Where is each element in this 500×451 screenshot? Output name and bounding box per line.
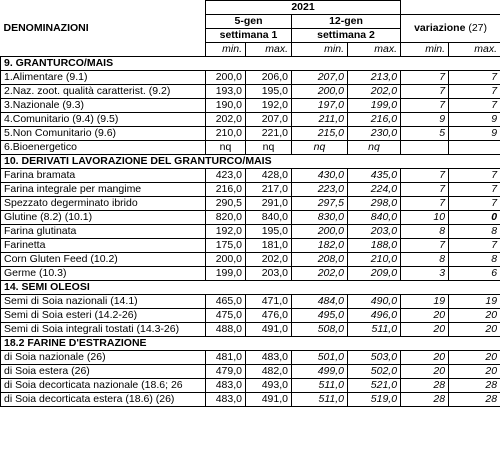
var-min: 20 — [401, 323, 449, 337]
product-name: di Soia estera (26) — [1, 365, 206, 379]
table-row — [1, 295, 500, 309]
product-name: di Soia nazionale (26) — [1, 351, 206, 365]
var-max: 20 — [449, 365, 500, 379]
var-min: 8 — [401, 253, 449, 267]
table-row — [1, 127, 500, 141]
table-row — [1, 99, 500, 113]
min-week2: 182,0 — [292, 239, 348, 253]
min-week2: 200,0 — [292, 225, 348, 239]
var-max: 8 — [449, 253, 500, 267]
var-max: 7 — [449, 169, 500, 183]
min-week2: 495,0 — [292, 309, 348, 323]
header-spacer — [1, 1, 206, 15]
max-week1: 840,0 — [246, 211, 292, 225]
product-name: 3.Nazionale (9.3) — [1, 99, 206, 113]
min-week2: 511,0 — [292, 379, 348, 393]
table-row — [1, 141, 500, 155]
table-row — [1, 267, 500, 281]
week1-label: settimana 1 — [206, 29, 292, 43]
var-max: 20 — [449, 351, 500, 365]
var-max: 19 — [449, 295, 500, 309]
max-week1: 291,0 — [246, 197, 292, 211]
week2-label: settimana 2 — [292, 29, 401, 43]
table-row — [1, 365, 500, 379]
max-week2: 213,0 — [348, 71, 401, 85]
max-week2: 840,0 — [348, 211, 401, 225]
section-row — [1, 337, 500, 351]
var-min: 5 — [401, 127, 449, 141]
min-week2: 830,0 — [292, 211, 348, 225]
section-title: 9. GRANTURCO/MAIS — [1, 57, 500, 71]
header-spacer — [401, 1, 500, 15]
denominazioni-header: DENOMINAZIONI — [3, 22, 89, 34]
max-week1: 221,0 — [246, 127, 292, 141]
min-week2: 501,0 — [292, 351, 348, 365]
max-week2: 202,0 — [348, 85, 401, 99]
product-name: Farina glutinata — [1, 225, 206, 239]
table-row — [1, 253, 500, 267]
table-row — [1, 183, 500, 197]
var-min: 20 — [401, 365, 449, 379]
min-week1: 193,0 — [206, 85, 246, 99]
product-name: Germe (10.3) — [1, 267, 206, 281]
max-week2: 502,0 — [348, 365, 401, 379]
max-week1: 192,0 — [246, 99, 292, 113]
var-min: 9 — [401, 113, 449, 127]
max-week2: 224,0 — [348, 183, 401, 197]
min-week1: 200,0 — [206, 253, 246, 267]
var-min: 19 — [401, 295, 449, 309]
product-name: 2.Naz. zoot. qualità caratterist. (9.2) — [1, 85, 206, 99]
max-week1: 207,0 — [246, 113, 292, 127]
var-max: 0 — [449, 211, 500, 225]
min-week2: 200,0 — [292, 85, 348, 99]
min-week1: 475,0 — [206, 309, 246, 323]
var-min: 28 — [401, 379, 449, 393]
min-week1: 190,0 — [206, 99, 246, 113]
min-week2: 499,0 — [292, 365, 348, 379]
max-week1: 482,0 — [246, 365, 292, 379]
max-week2: 511,0 — [348, 323, 401, 337]
max-week2: 210,0 — [348, 253, 401, 267]
min-week1: 210,0 — [206, 127, 246, 141]
max-week1: 476,0 — [246, 309, 292, 323]
product-name: Farinetta — [1, 239, 206, 253]
var-max: 28 — [449, 393, 500, 407]
product-name: Corn Gluten Feed (10.2) — [1, 253, 206, 267]
var-max: 7 — [449, 85, 500, 99]
var-min: 28 — [401, 393, 449, 407]
min-week1: 200,0 — [206, 71, 246, 85]
max-week2: 435,0 — [348, 169, 401, 183]
max-week2: 521,0 — [348, 379, 401, 393]
min-header: min. — [206, 43, 246, 57]
min-week1: 290,5 — [206, 197, 246, 211]
section-title: 10. DERIVATI LAVORAZIONE DEL GRANTURCO/MAIS — [1, 155, 500, 169]
price-table-body — [1, 1, 500, 407]
max-week2: 496,0 — [348, 309, 401, 323]
max-week1: 471,0 — [246, 295, 292, 309]
table-row — [1, 239, 500, 253]
table-row — [1, 211, 500, 225]
product-name: 6.Bioenergetico — [1, 141, 206, 155]
max-week1: 483,0 — [246, 351, 292, 365]
product-name: Farina integrale per mangime — [1, 183, 206, 197]
min-week1: 483,0 — [206, 393, 246, 407]
table-row — [1, 225, 500, 239]
min-week2: 484,0 — [292, 295, 348, 309]
max-week1: 493,0 — [246, 379, 292, 393]
table-row — [1, 197, 500, 211]
max-week1: 203,0 — [246, 267, 292, 281]
var-max: 7 — [449, 99, 500, 113]
max-header: max. — [348, 43, 401, 57]
max-week1: 181,0 — [246, 239, 292, 253]
min-week2: 211,0 — [292, 113, 348, 127]
var-min: 7 — [401, 197, 449, 211]
max-week1: 202,0 — [246, 253, 292, 267]
var-min: 3 — [401, 267, 449, 281]
max-week2: 209,0 — [348, 267, 401, 281]
table-row — [1, 113, 500, 127]
max-week2: 519,0 — [348, 393, 401, 407]
product-name: Semi di Soia integrali tostati (14.3-26) — [1, 323, 206, 337]
var-max: 20 — [449, 309, 500, 323]
min-week2: 223,0 — [292, 183, 348, 197]
min-week1: 465,0 — [206, 295, 246, 309]
min-week2: 430,0 — [292, 169, 348, 183]
min-week2: 197,0 — [292, 99, 348, 113]
max-week1: 491,0 — [246, 393, 292, 407]
table-row — [1, 85, 500, 99]
min-week1: 820,0 — [206, 211, 246, 225]
var-min — [401, 141, 449, 155]
header-spacer — [1, 43, 206, 57]
min-week2: 297,5 — [292, 197, 348, 211]
min-week2: 202,0 — [292, 267, 348, 281]
var-min: 7 — [401, 99, 449, 113]
product-name: Spezzato degerminato ibrido — [1, 197, 206, 211]
table-row — [1, 351, 500, 365]
header-row-dates — [1, 15, 500, 29]
min-week1: 175,0 — [206, 239, 246, 253]
max-week1: nq — [246, 141, 292, 155]
max-week2: 490,0 — [348, 295, 401, 309]
min-week2: 511,0 — [292, 393, 348, 407]
min-week1: 423,0 — [206, 169, 246, 183]
product-name: 4.Comunitario (9.4) (9.5) — [1, 113, 206, 127]
min-week1: 483,0 — [206, 379, 246, 393]
product-name: Farina bramata — [1, 169, 206, 183]
var-min: 7 — [401, 85, 449, 99]
product-name: Semi di Soia nazionali (14.1) — [1, 295, 206, 309]
week1-date: 5-gen — [206, 15, 292, 29]
product-name: Semi di Soia esteri (14.2-26) — [1, 309, 206, 323]
product-name: di Soia decorticata estera (18.6) (26) — [1, 393, 206, 407]
max-week1: 206,0 — [246, 71, 292, 85]
min-week1: 216,0 — [206, 183, 246, 197]
max-header: max. — [246, 43, 292, 57]
var-max: 8 — [449, 225, 500, 239]
var-max: 7 — [449, 239, 500, 253]
min-week2: nq — [292, 141, 348, 155]
min-week2: 208,0 — [292, 253, 348, 267]
max-week1: 195,0 — [246, 225, 292, 239]
section-title: 18.2 FARINE D'ESTRAZIONE — [1, 337, 500, 351]
var-max: 7 — [449, 197, 500, 211]
min-week1: 202,0 — [206, 113, 246, 127]
var-min: 8 — [401, 225, 449, 239]
product-name: Glutine (8.2) (10.1) — [1, 211, 206, 225]
table-row — [1, 71, 500, 85]
year-header: 2021 — [206, 1, 401, 15]
min-week1: nq — [206, 141, 246, 155]
max-week1: 491,0 — [246, 323, 292, 337]
min-header: min. — [292, 43, 348, 57]
var-max: 6 — [449, 267, 500, 281]
max-week2: nq — [348, 141, 401, 155]
section-title: 14. SEMI OLEOSI — [1, 281, 500, 295]
header-row-minmax — [1, 43, 500, 57]
variazione-label: variazione — [414, 22, 466, 34]
var-max: 9 — [449, 127, 500, 141]
product-name: di Soia decorticata nazionale (18.6; 26 — [1, 379, 206, 393]
table-row — [1, 393, 500, 407]
max-week2: 216,0 — [348, 113, 401, 127]
max-week2: 503,0 — [348, 351, 401, 365]
table-row — [1, 169, 500, 183]
var-max: 20 — [449, 323, 500, 337]
max-week1: 217,0 — [246, 183, 292, 197]
min-week1: 479,0 — [206, 365, 246, 379]
max-week2: 188,0 — [348, 239, 401, 253]
var-min: 20 — [401, 351, 449, 365]
section-row — [1, 155, 500, 169]
var-min: 7 — [401, 169, 449, 183]
var-min: 7 — [401, 239, 449, 253]
table-row — [1, 309, 500, 323]
section-row — [1, 281, 500, 295]
max-week1: 428,0 — [246, 169, 292, 183]
variazione-note: (27) — [468, 22, 488, 34]
min-week1: 488,0 — [206, 323, 246, 337]
min-week2: 207,0 — [292, 71, 348, 85]
max-week2: 203,0 — [348, 225, 401, 239]
section-row — [1, 57, 500, 71]
max-week2: 298,0 — [348, 197, 401, 211]
max-week1: 195,0 — [246, 85, 292, 99]
var-min: 20 — [401, 309, 449, 323]
var-max: 7 — [449, 71, 500, 85]
var-min: 7 — [401, 71, 449, 85]
min-header: min. — [401, 43, 449, 57]
var-max: 7 — [449, 183, 500, 197]
min-week1: 192,0 — [206, 225, 246, 239]
week2-date: 12-gen — [292, 15, 401, 29]
table-row — [1, 379, 500, 393]
header-row-year — [1, 1, 500, 15]
max-week2: 199,0 — [348, 99, 401, 113]
variazione-header — [401, 15, 500, 43]
max-header: max. — [449, 43, 500, 57]
var-max: 28 — [449, 379, 500, 393]
min-week1: 199,0 — [206, 267, 246, 281]
var-min: 7 — [401, 183, 449, 197]
table-row — [1, 323, 500, 337]
var-max: 9 — [449, 113, 500, 127]
var-max — [449, 141, 500, 155]
min-week2: 508,0 — [292, 323, 348, 337]
var-min: 10 — [401, 211, 449, 225]
product-name: 5.Non Comunitario (9.6) — [1, 127, 206, 141]
product-name: 1.Alimentare (9.1) — [1, 71, 206, 85]
min-week1: 481,0 — [206, 351, 246, 365]
max-week2: 230,0 — [348, 127, 401, 141]
min-week2: 215,0 — [292, 127, 348, 141]
